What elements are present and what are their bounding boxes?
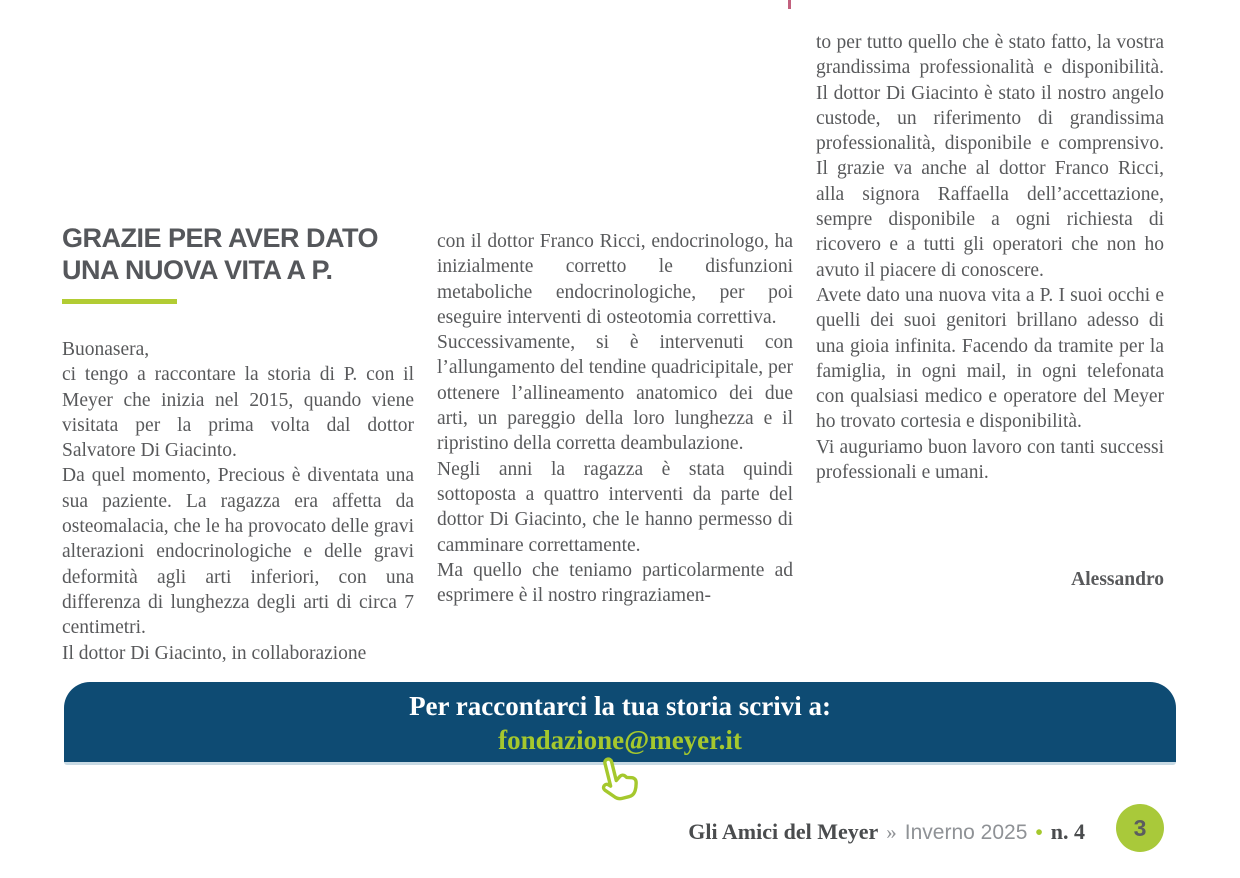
article-column-2 — [437, 229, 793, 608]
footer-issue-number: n. 4 — [1050, 819, 1085, 844]
body-paragraph: con il dottor Franco Ricci, endocrinologo, ha inizialmente corretto le disfunzioni metaboliche endocrinologiche, per poi eseguire interventi di osteotomia correttiva. — [437, 231, 793, 328]
footer-issue: Inverno 2025 — [904, 821, 1028, 844]
body-paragraph: Da quel momento, Precious è diventata una sua paziente. La ragazza era affetta da osteomalacia, che le ha provocato delle gravi alterazioni endocrinologiche e delle gravi deformità agli arti inferiori, con una differenza di lunghezza degli arti di circa 7 centimetri. — [62, 465, 414, 639]
article-body-col1 — [62, 337, 414, 666]
article-title-line2: UNA NUOVA VITA A P. — [62, 255, 333, 285]
body-paragraph: ci tengo a raccontare la storia di P. con il Meyer che inizia nel 2015, quando viene visitata per la prima volta dal dottor Salvatore Di Giacinto. — [62, 364, 414, 462]
cta-text: Per raccontarci la tua storia scrivi a: — [409, 691, 831, 721]
article-title — [62, 222, 414, 286]
footer-magazine-title: Gli Amici del Meyer — [688, 819, 879, 844]
article-column-3 — [816, 30, 1164, 591]
footer-dot: • — [1035, 820, 1043, 844]
crop-mark — [788, 0, 791, 9]
page-number-badge — [1116, 804, 1164, 852]
page-number: 3 — [1133, 814, 1147, 841]
body-paragraph: Buonasera, — [62, 339, 150, 360]
article-signature: Alessandro — [1071, 569, 1164, 591]
body-paragraph: Avete dato una nuova vita a P. I suoi occhi e quelli dei suoi genitori brillano adesso di una gioia infinita. Facendo da tramite per la famiglia, in ogni mail, in ogni telefonata con qualsiasi medico e operatore del Meyer ho trovato cortesia e disponibilità. — [816, 284, 1164, 433]
cta-email-link[interactable]: fondazione@meyer.it — [498, 725, 742, 755]
article-column-1 — [62, 222, 414, 666]
title-accent-rule — [62, 299, 177, 304]
article-body-col3 — [816, 30, 1164, 485]
body-paragraph: Ma quello che teniamo particolarmente ad esprimere è il nostro ringraziamen- — [437, 559, 793, 607]
body-paragraph: Vi auguriamo buon lavoro con tanti successi professionali e umani. — [816, 436, 1164, 484]
body-paragraph: to per tutto quello che è stato fatto, la vostra grandissima professionalità e disponibilità. Il dottor Di Giacinto è stato il nostro angelo custode, un riferimento di grandissima professionalità, disponibile e comprensivo. Il grazie va anche al dottor Franco Ricci, alla signora Raffaella dell’accettazione, sempre disponibile a ogni richiesta di ricovero e a tutti gli operatori che non ho avuto il piacere di conoscere. — [816, 32, 1164, 281]
article-title-line1: GRAZIE PER AVER DATO — [62, 223, 379, 253]
body-paragraph: Negli anni la ragazza è stata quindi sottoposta a quattro interventi da parte del dottor Di Giacinto, che le hanno permesso di camminare correttamente. — [437, 458, 793, 556]
page-footer — [688, 819, 1085, 845]
article-body-col2 — [437, 229, 793, 608]
hand-pointer-icon — [588, 752, 642, 818]
footer-separator: » — [886, 820, 897, 844]
body-paragraph: Successivamente, si è intervenuti con l’allungamento del tendine quadricipitale, per ottenere l’allineamento anatomico dei due arti, un pareggio della loro lunghezza e il ripristino della corretta deambulazione. — [437, 332, 793, 455]
body-paragraph: Il dottor Di Giacinto, in collaborazione — [62, 642, 367, 664]
